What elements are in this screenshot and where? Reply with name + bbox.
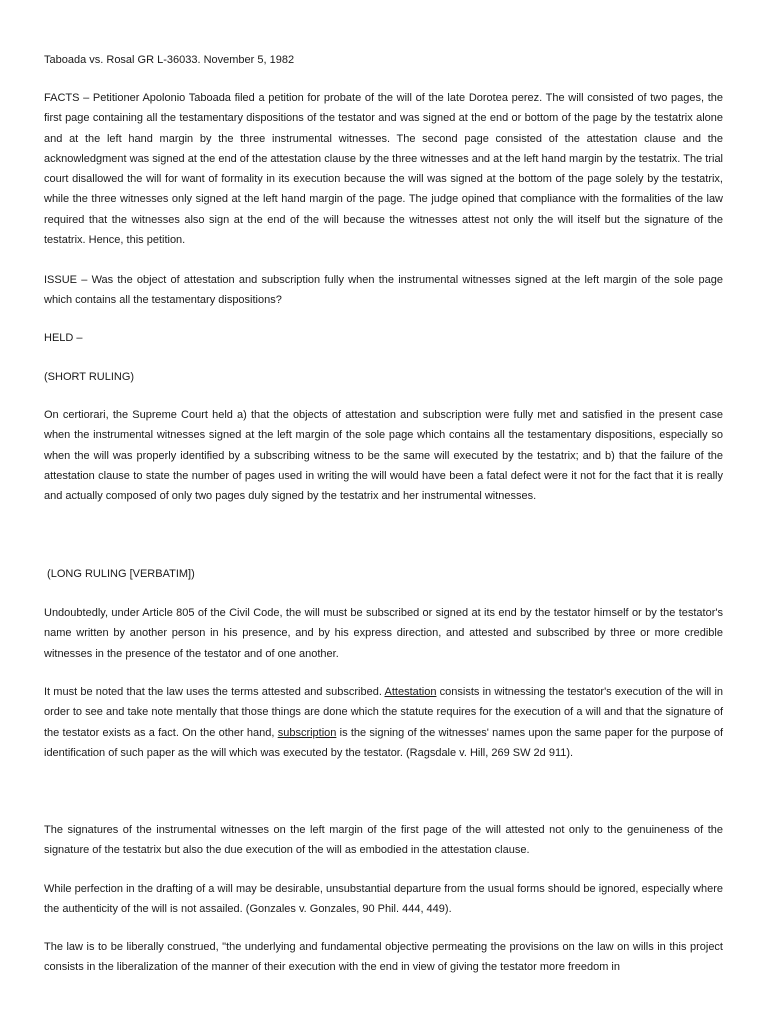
signatures-paragraph: The signatures of the instrumental witnesses on the left margin of the first page of the will attested not only to the genuineness of the signature of the testatrix but also the due execution of the will as embodied in the attestation clause. [44, 824, 723, 857]
subscription-term: subscription [277, 726, 337, 739]
article-805-paragraph: Undoubtedly, under Article 805 of the Civil Code, the will must be subscribed or signed at its end by the testator himself or by the testator's name written by another person in his presence, and by his express direction, and attested and subscribed by three or more credible witnesses in the presence of the testator and of one another. [44, 607, 723, 660]
held-heading: HELD – [44, 332, 83, 344]
terms-text-1: It must be noted that the law uses the terms attested and subscribed. [44, 686, 385, 698]
short-ruling-heading: (SHORT RULING) [44, 371, 135, 383]
terms-text-3: is the signing of the witnesses' names upon the same paper for the purpose of identification of such paper as the will which was executed by the testator. (Ragsdale v. Hill, 269 SW 2d 911). [44, 726, 723, 759]
terms-paragraph [44, 682, 723, 763]
case-title: Taboada vs. Rosal GR L-36033. November 5, 1982 [44, 54, 295, 66]
terms-text-2: consists in witnessing the testator's execution of the will in order to see and take note mentally that those things are done which the statute requires for the execution of a will and that the signature of the testator exists as a fact. On the other hand, [44, 686, 724, 739]
facts-paragraph: FACTS – Petitioner Apolonio Taboada filed a petition for probate of the will of the late Dorotea perez. The will consisted of two pages, the first page containing all the testamentary dispositions of the testator and was signed at the end or bottom of the page by the testatrix alone and at the left hand margin by the three instrumental witnesses. The second page consisted of the attestation clause and the acknowledgment was signed at the end of the attestation clause by the three witnesses and at the left hand margin by the testatrix. The trial court disallowed the will for want of formality in its execution because the will was signed at the bottom of the page solely by the testatrix, while the three witnesses only signed at the left hand margin of the page. The judge opined that compliance with the formalities of the law required that the witnesses also sign at the end of the will because the witnesses attest not only the will itself but the signature of the testatrix. Hence, this petition. [44, 92, 723, 247]
issue-paragraph: ISSUE – Was the object of attestation and subscription fully when the instrumental witnesses signed at the left margin of the sole page which contains all the testamentary dispositions? [44, 274, 723, 307]
liberal-construction-paragraph: The law is to be liberally construed, "the underlying and fundamental objective permeating the provisions on the law on wills in this project consists in the liberalization of the manner of their execution with the end in view of giving the testator more freedom in [44, 941, 723, 974]
perfection-paragraph: While perfection in the drafting of a will may be desirable, unsubstantial departure from the usual forms should be ignored, especially where the authenticity of the will is not assailed. (Gonzales v. Gonzales, 90 Phil. 444, 449). [44, 883, 723, 916]
short-ruling-paragraph: On certiorari, the Supreme Court held a) that the objects of attestation and subscription were fully met and satisfied in the present case when the instrumental witnesses signed at the left margin of the sole page which contains all the testamentary dispositions, especially so when the will was properly identified by a subscribing witness to be the same will executed by the testatrix; and b) that the failure of the attestation clause to state the number of pages used in writing the will would have been a fatal defect were it not for the fact that it is really and actually composed of only two pages duly signed by the testatrix and her instrumental witnesses. [44, 409, 723, 503]
attestation-term: Attestation [384, 686, 437, 698]
long-ruling-heading: (LONG RULING [VERBATIM]) [44, 568, 195, 580]
